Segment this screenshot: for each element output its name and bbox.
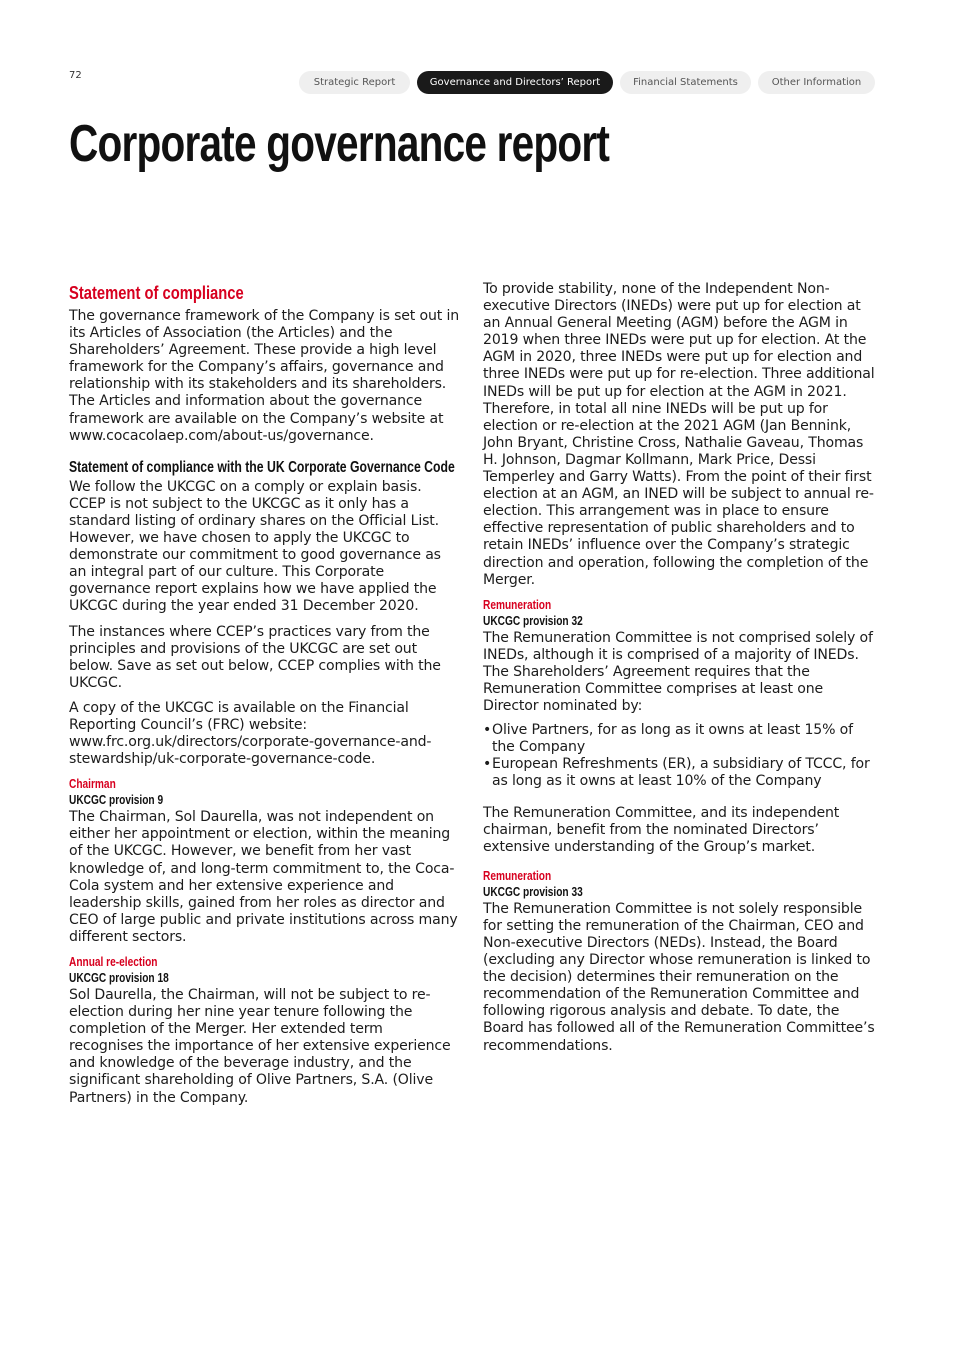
ukcgc-paragraph-1: We follow the UKCGC on a comply or explain basis. CCEP is not subject to the UKCGC as it only has a standard listing of ordinary shares on the Official List. However, we have chosen to apply the UKCGC to demonstrate our commitment to good governance as an integral part of our culture. This Corporate governance report explains how we have applied the UKCGC during the year ended 31 December 2020. — [69, 478, 441, 615]
chairman-paragraph: The Chairman, Sol Daurella, was not independent on either her appointment or election, within the meaning of the UKCGC. However, we benefit from her vast knowledge of, and long-term commitment to, the Coca-Cola system and her extensive experience and leadership skills, gained from her roles as director and CEO of large public and private institutions across many different sectors. — [69, 809, 458, 945]
annual-reelection-paragraph: Sol Daurella, the Chairman, will not be subject to re-election during her nine year tenure following the completion of the Merger. Her extended term recognises the importance of her extensive experience and knowledge of the beverage industry, and the significant shareholding of Olive Partners, S.A. (Olive Partners) in the Company. — [69, 987, 451, 1106]
chairman-provision: UKCGC provision 9 — [69, 792, 164, 808]
tab-financial-statements[interactable]: Financial Statements — [620, 71, 751, 94]
remuneration-provision-33: UKCGC provision 33 — [483, 883, 583, 899]
remuneration-33-paragraph: The Remuneration Committee is not solely responsible for setting the remuneration of the Chairman, CEO and Non-executive Directors (NEDs). Instead, the Board (excluding any Director whose remuneration is linked to the decision) determines their remuneration on the recommendation of the Remuneration Committee and following rigorous analysis and debate. To date, the Board has followed all of the Remuneration Committee’s recommendations. — [483, 900, 875, 1054]
ukcgc-paragraph-2: The instances where CCEP’s practices vary from the principles and provisions of the UKCGC are set out below. Save as set out below, CCEP complies with the UKCGC. — [69, 623, 441, 691]
annual-reelection-block — [69, 954, 461, 1107]
list-item: • Olive Partners, for as long as it owns at least 15% of the Company — [483, 722, 878, 756]
left-column — [69, 282, 461, 1107]
remuneration-32-paragraph-2: The Remuneration Committee, and its independent chairman, benefit from the nominated Directors’ extensive understanding of the Group’s market. — [483, 804, 840, 855]
statement-of-compliance-heading: Statement of compliance — [69, 283, 244, 303]
nominating-shareholders-list — [483, 722, 878, 790]
remuneration-32-block — [483, 597, 878, 856]
remuneration-32-paragraph: The Remuneration Committee is not comprised solely of INEDs, although it is comprised of a majority of INEDs. The Shareholders’ Agreement requires that the Remuneration Committee comprises at least one Director nominated by: — [483, 629, 873, 715]
ukcgc-paragraph-3: A copy of the UKCGC is available on the Financial Reporting Council’s (FRC) website: www.frc.org.uk/directors/corporate-governance-and-stewardship/uk-corporate-governance-code. — [69, 699, 432, 768]
remuneration-label: Remuneration — [483, 596, 552, 612]
remuneration-33-block — [483, 868, 878, 1055]
compliance-paragraph: The governance framework of the Company is set out in its Articles of Association (the Articles) and the Shareholders’ Agreement. These provide a high level framework for the Company’s affairs, governance and relationship with its stakeholders and its shareholders. The Articles and information about the governance framework are available on the Company’s website at www.cocacolaep.com/about-us/governance. — [69, 308, 460, 444]
page-number: 72 — [69, 70, 82, 81]
chairman-label: Chairman — [69, 776, 116, 792]
stability-paragraph: To provide stability, none of the Independent Non-executive Directors (INEDs) were put up for election at an Annual General Meeting (AGM) before the AGM in 2019 when three INEDs were put up for election. At the AGM in 2020, three INEDs were put up for election and three INEDs were put up for re-election. Three additional INEDs will be put up for election at the AGM in 2021. Therefore, in total all nine INEDs will be put up for election or re-election at the 2021 AGM (Jan Bennink, John Bryant, Christine Cross, Nathalie Gaveau, Thomas H. Johnson, Dagmar Kollmann, Mark Price, Dessi Temperley and Garry Watts). From the point of their first election at an AGM, an INED will be subject to annual re-election. This arrangement was in place to ensure effective representation of public shareholders and to retain INEDs’ influence over the Company’s strategic direction and operation, following the completion of the Merger. — [483, 281, 875, 588]
remuneration-label: Remuneration — [483, 867, 552, 883]
right-column — [483, 281, 878, 1055]
tab-strategic-report[interactable]: Strategic Report — [299, 71, 410, 94]
page-title: Corporate governance report — [69, 115, 610, 173]
annual-reelection-label: Annual re-election — [69, 954, 158, 969]
ukcgc-compliance-heading: Statement of compliance with the UK Corporate Governance Code — [69, 458, 455, 476]
chairman-block — [69, 776, 461, 946]
tab-other-information[interactable]: Other Information — [758, 71, 875, 94]
tab-governance-directors-report[interactable]: Governance and Directors’ Report — [417, 71, 613, 94]
list-item: • European Refreshments (ER), a subsidiary of TCCC, for as long as it owns at least 10% of the Company — [483, 756, 878, 790]
annual-reelection-provision: UKCGC provision 18 — [69, 970, 169, 985]
remuneration-provision-32: UKCGC provision 32 — [483, 612, 583, 628]
section-tabs — [0, 71, 965, 95]
